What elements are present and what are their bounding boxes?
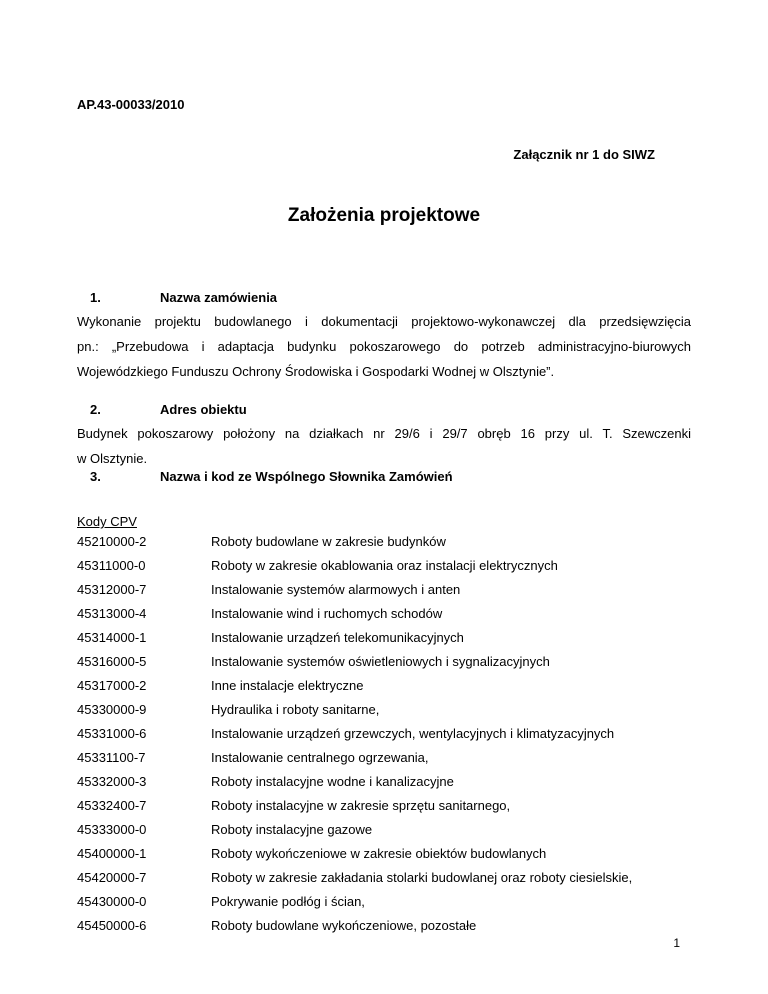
cpv-description: Instalowanie urządzeń telekomunikacyjnych xyxy=(211,630,464,645)
cpv-code: 45316000-5 xyxy=(77,654,147,669)
cpv-code: 45400000-1 xyxy=(77,846,147,861)
cpv-row xyxy=(77,554,632,578)
cpv-code: 45331100-7 xyxy=(77,750,146,765)
section-2-paragraph xyxy=(77,421,691,471)
cpv-row xyxy=(77,602,632,626)
cpv-description: Roboty w zakresie okablowania oraz instalacji elektrycznych xyxy=(211,558,558,573)
cpv-code: 45312000-7 xyxy=(77,582,147,597)
cpv-row xyxy=(77,794,632,818)
section-1-title: Nazwa zamówienia xyxy=(160,290,278,305)
paragraph-line: Wykonanie projektu budowlanego i dokumentacji projektowo-wykonawczej dla przedsięwzięcia xyxy=(77,314,691,329)
section-3-title: Nazwa i kod ze Wspólnego Słownika Zamówień xyxy=(160,469,453,484)
cpv-row xyxy=(77,698,632,722)
cpv-code: 45314000-1 xyxy=(77,630,147,645)
cpv-row xyxy=(77,650,632,674)
cpv-code: 45331000-6 xyxy=(77,726,147,741)
cpv-code: 45332000-3 xyxy=(77,774,147,789)
cpv-code: 45313000-4 xyxy=(77,606,147,621)
cpv-codes-table xyxy=(77,530,632,938)
paragraph-line: Budynek pokoszarowy położony na działkach nr 29/6 i 29/7 obręb 16 przy ul. T. Szewczenki xyxy=(77,426,691,441)
section-3-number: 3. xyxy=(90,469,101,484)
cpv-description: Inne instalacje elektryczne xyxy=(211,678,364,693)
page-title: Założenia projektowe xyxy=(287,205,481,226)
section-1-number: 1. xyxy=(90,290,101,305)
paragraph-line: Wojewódzkiego Funduszu Ochrony Środowiska i Gospodarki Wodnej w Olsztynie”. xyxy=(77,364,555,379)
cpv-description: Roboty w zakresie zakładania stolarki budowlanej oraz roboty ciesielskie, xyxy=(211,870,633,885)
paragraph-line: w Olsztynie. xyxy=(77,451,148,466)
section-1-paragraph xyxy=(77,309,691,384)
cpv-row xyxy=(77,842,632,866)
page-number: 1 xyxy=(673,936,680,950)
annex-label: Załącznik nr 1 do SIWZ xyxy=(513,147,655,162)
cpv-row xyxy=(77,722,632,746)
cpv-description: Instalowanie urządzeń grzewczych, wentylacyjnych i klimatyzacyjnych xyxy=(211,726,615,741)
cpv-row xyxy=(77,890,632,914)
cpv-row xyxy=(77,578,632,602)
cpv-description: Roboty budowlane wykończeniowe, pozostałe xyxy=(211,918,477,933)
cpv-description: Instalowanie systemów alarmowych i anten xyxy=(211,582,461,597)
cpv-row xyxy=(77,914,632,938)
cpv-code: 45430000-0 xyxy=(77,894,147,909)
cpv-codes-label: Kody CPV xyxy=(77,514,137,529)
cpv-code: 45210000-2 xyxy=(77,534,147,549)
section-2-title: Adres obiektu xyxy=(160,402,247,417)
cpv-description: Roboty instalacyjne gazowe xyxy=(211,822,373,837)
cpv-description: Instalowanie systemów oświetleniowych i sygnalizacyjnych xyxy=(211,654,550,669)
cpv-code: 45317000-2 xyxy=(77,678,147,693)
cpv-row xyxy=(77,674,632,698)
cpv-description: Roboty instalacyjne wodne i kanalizacyjne xyxy=(211,774,454,789)
cpv-description: Hydraulika i roboty sanitarne, xyxy=(211,702,380,717)
cpv-row xyxy=(77,530,632,554)
cpv-code: 45450000-6 xyxy=(77,918,147,933)
cpv-row xyxy=(77,746,632,770)
cpv-description: Roboty instalacyjne w zakresie sprzętu sanitarnego, xyxy=(211,798,511,813)
cpv-description: Roboty budowlane w zakresie budynków xyxy=(211,534,446,549)
cpv-code: 45420000-7 xyxy=(77,870,147,885)
cpv-row xyxy=(77,866,632,890)
cpv-code: 45333000-0 xyxy=(77,822,147,837)
section-2-number: 2. xyxy=(90,402,101,417)
cpv-code: 45332400-7 xyxy=(77,798,147,813)
cpv-row xyxy=(77,818,632,842)
cpv-code: 45311000-0 xyxy=(77,558,146,573)
cpv-row xyxy=(77,770,632,794)
document-reference: AP.43-00033/2010 xyxy=(77,97,185,112)
cpv-description: Pokrywanie podłóg i ścian, xyxy=(211,894,365,909)
cpv-description: Instalowanie centralnego ogrzewania, xyxy=(211,750,429,765)
cpv-description: Roboty wykończeniowe w zakresie obiektów budowlanych xyxy=(211,846,547,861)
cpv-row xyxy=(77,626,632,650)
paragraph-line: pn.: „Przebudowa i adaptacja budynku pokoszarowego do potrzeb administracyjno-biurowych xyxy=(77,339,691,354)
cpv-code: 45330000-9 xyxy=(77,702,147,717)
cpv-description: Instalowanie wind i ruchomych schodów xyxy=(211,606,443,621)
